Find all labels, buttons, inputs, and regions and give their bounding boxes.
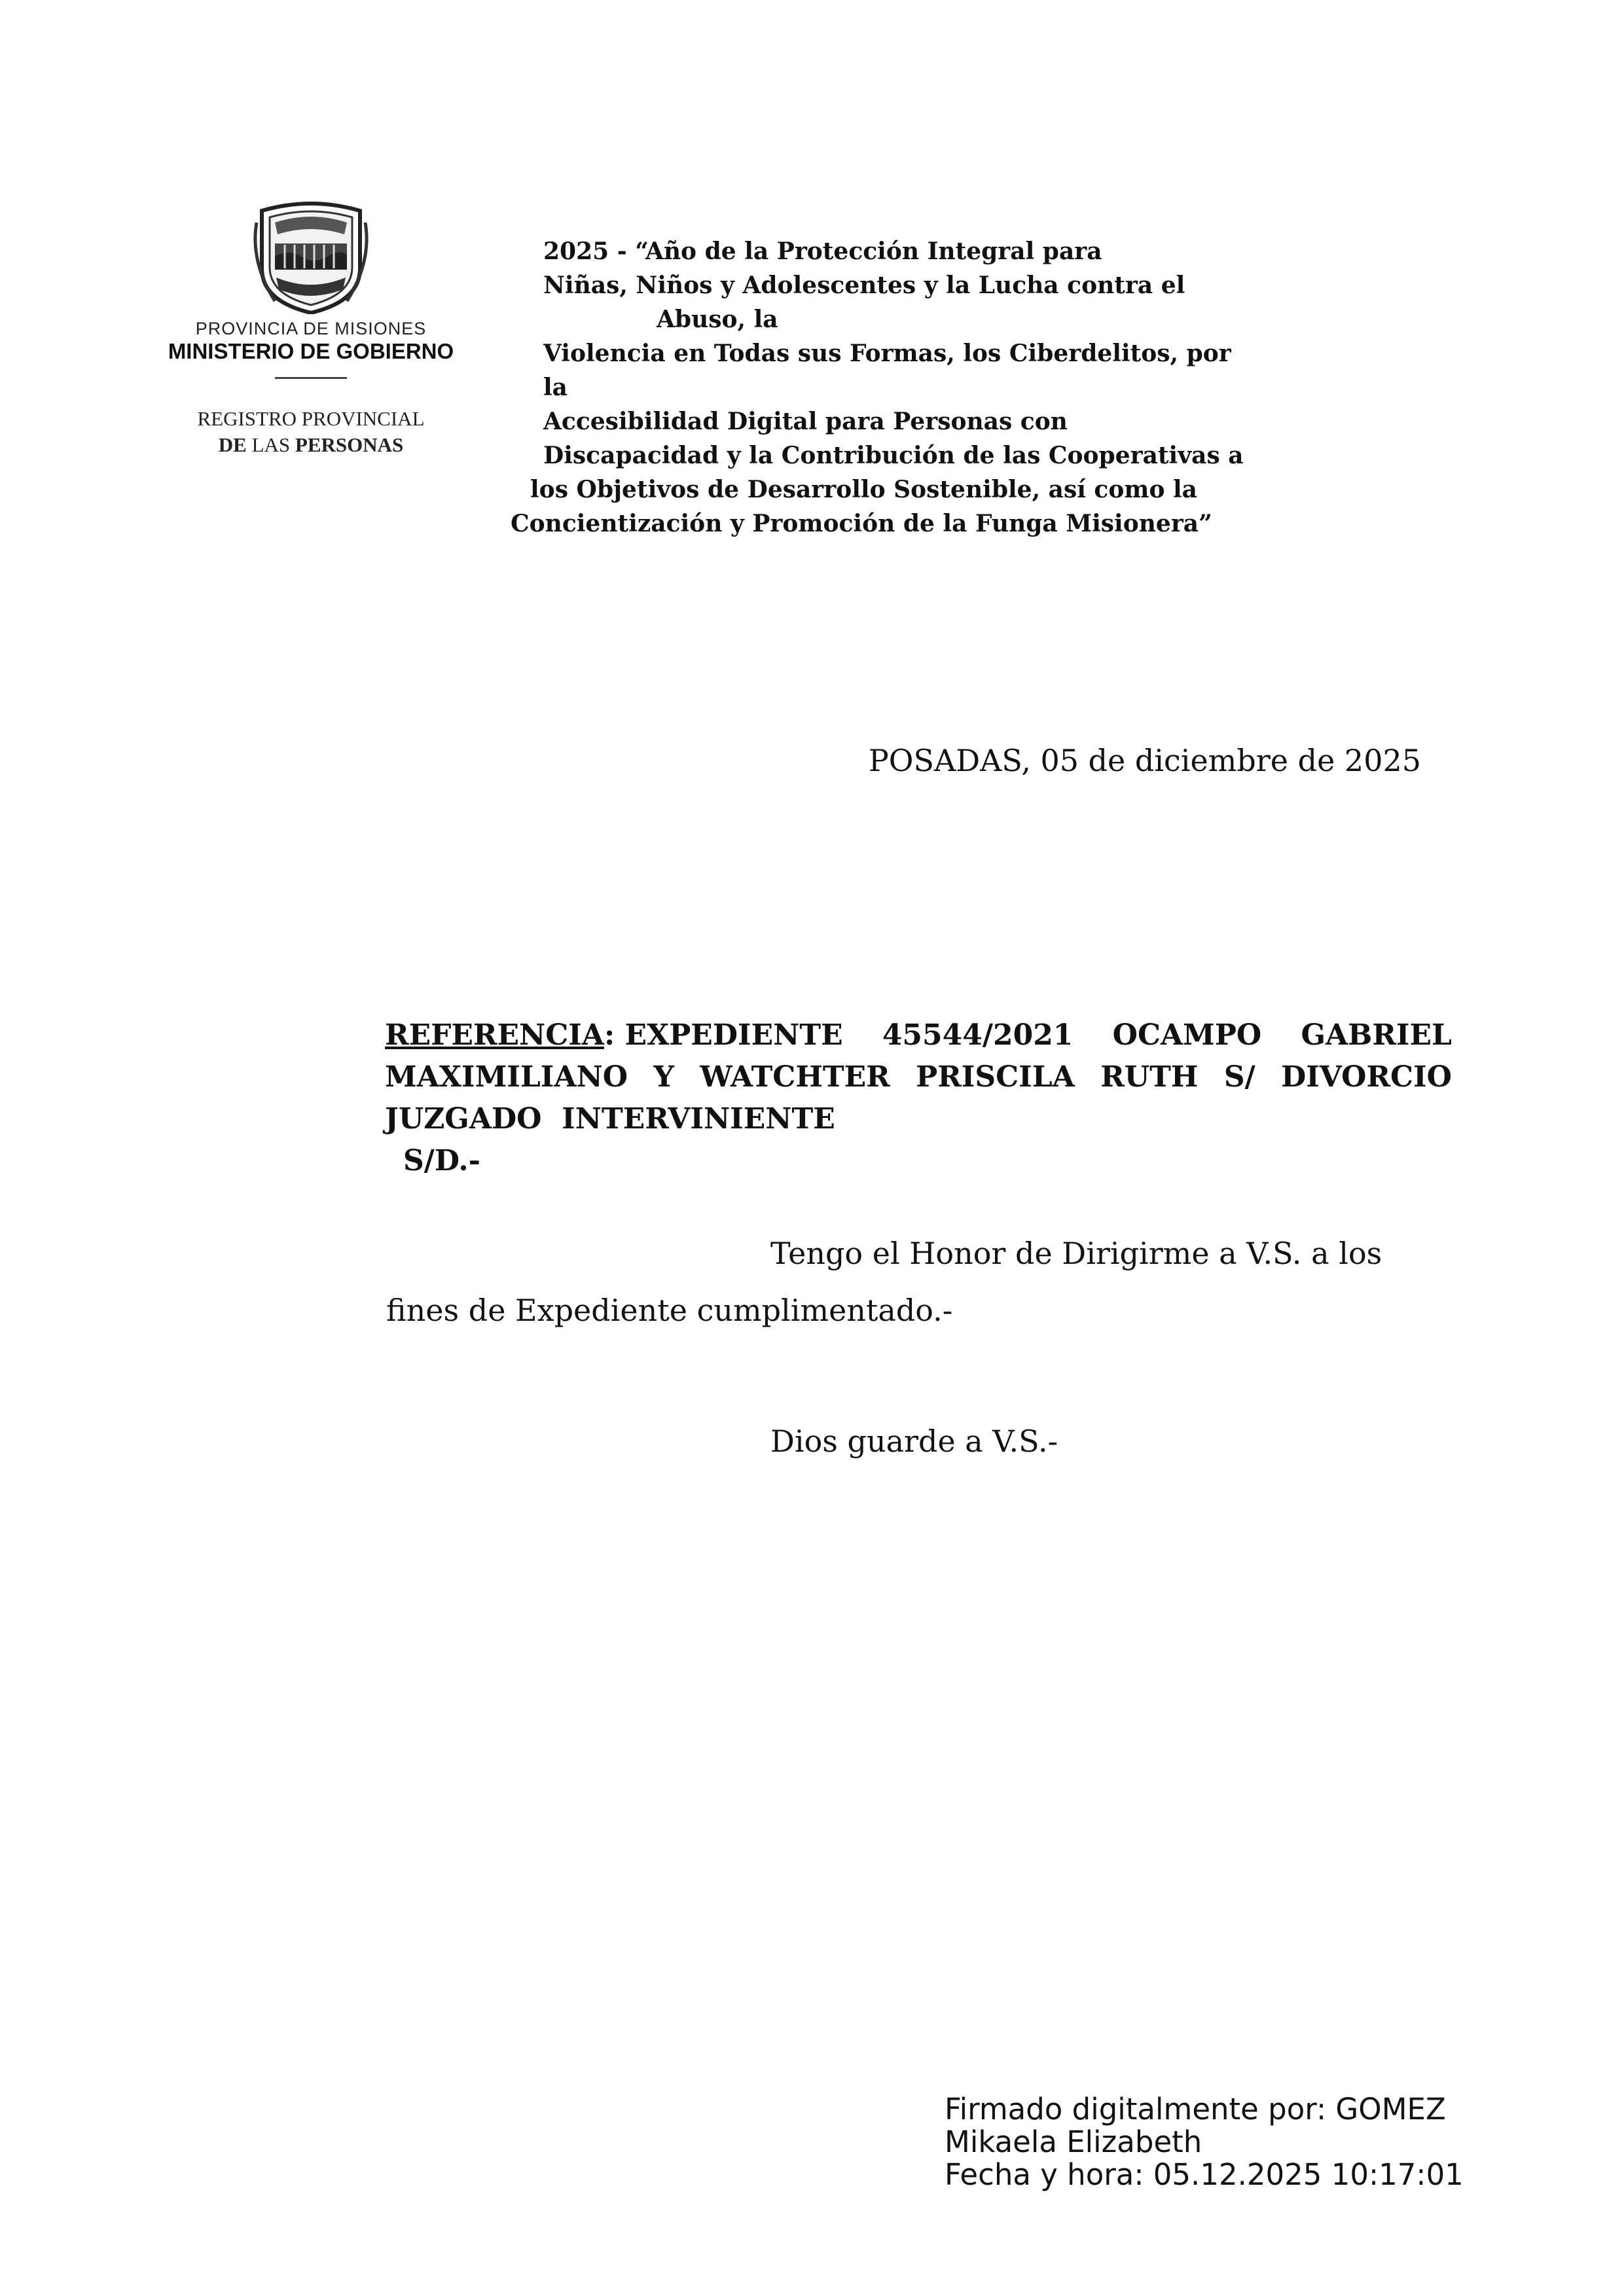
province-name: PROVINCIA DE MISIONES [195,319,427,338]
reference-word: OCAMPO [1112,1018,1262,1052]
reference-line-1 [385,1014,1452,1056]
reference-word: Y [653,1060,674,1094]
motto-line: 2025 - “Año de la Protección Integral para [543,238,1102,265]
reference-label-group [385,1014,843,1056]
reference-word: DIVORCIO [1281,1060,1452,1094]
registry-name [157,406,465,458]
motto-line: la [543,374,568,401]
reference-line-3: JUZGADO INTERVINIENTE [385,1102,835,1136]
reference-colon: : [604,1018,615,1052]
reference-word: RUTH [1100,1060,1199,1094]
signature-signer-name: Mikaela Elizabeth [945,2125,1202,2159]
reference-word: PRISCILA [916,1060,1075,1094]
motto-line: Abuso, la [657,306,778,333]
reference-word: GABRIEL [1301,1018,1452,1052]
registry-line-1: REGISTRO PROVINCIAL [197,407,425,430]
year-motto [504,234,1244,541]
digital-signature [945,2093,1464,2191]
reference-word: EXPEDIENTE [624,1018,843,1052]
closing-line: Dios guarde a V.S.- [770,1424,1058,1459]
signature-signer: Firmado digitalmente por: GOMEZ [945,2092,1446,2126]
ministry-name: MINISTERIO DE GOBIERNO [168,339,454,363]
reference-word: 45544/2021 [882,1018,1074,1052]
provincial-shield-icon [249,196,373,314]
signature-timestamp: Fecha y hora: 05.12.2025 10:17:01 [945,2157,1464,2192]
logo-divider [275,377,347,379]
reference-line-2 [385,1056,1452,1098]
body-paragraph-line-1: Tengo el Honor de Dirigirme a V.S. a los [770,1236,1382,1271]
reference-word: WATCHTER [700,1060,890,1094]
reference-word: MAXIMILIANO [385,1060,628,1094]
motto-line: Accesibilidad Digital para Personas con [543,408,1068,435]
registry-line-2 [157,432,465,458]
registry-las: LAS [246,433,295,456]
body-paragraph-line-2: fines de Expediente cumplimentado.- [386,1293,953,1328]
reference-addressee: S/D.- [403,1144,481,1177]
motto-line: Concientización y Promoción de la Funga Misionera” [511,510,1212,537]
motto-line: Discapacidad y la Contribución de las Cooperativas a [543,442,1244,469]
motto-line: Niñas, Niños y Adolescentes y la Lucha contra el [543,272,1185,299]
motto-line: los Objetivos de Desarrollo Sostenible, así como la [530,476,1198,503]
motto-line: Violencia en Todas sus Formas, los Ciberdelitos, por [543,340,1231,367]
reference-word: S/ [1223,1060,1255,1094]
registry-de: DE [218,433,247,456]
place-and-date: POSADAS, 05 de diciembre de 2025 [868,743,1421,778]
reference-block [385,1014,1452,1182]
registry-personas: PERSONAS [295,433,404,456]
ministry-logo [157,196,465,379]
reference-label: REFERENCIA [385,1018,604,1052]
